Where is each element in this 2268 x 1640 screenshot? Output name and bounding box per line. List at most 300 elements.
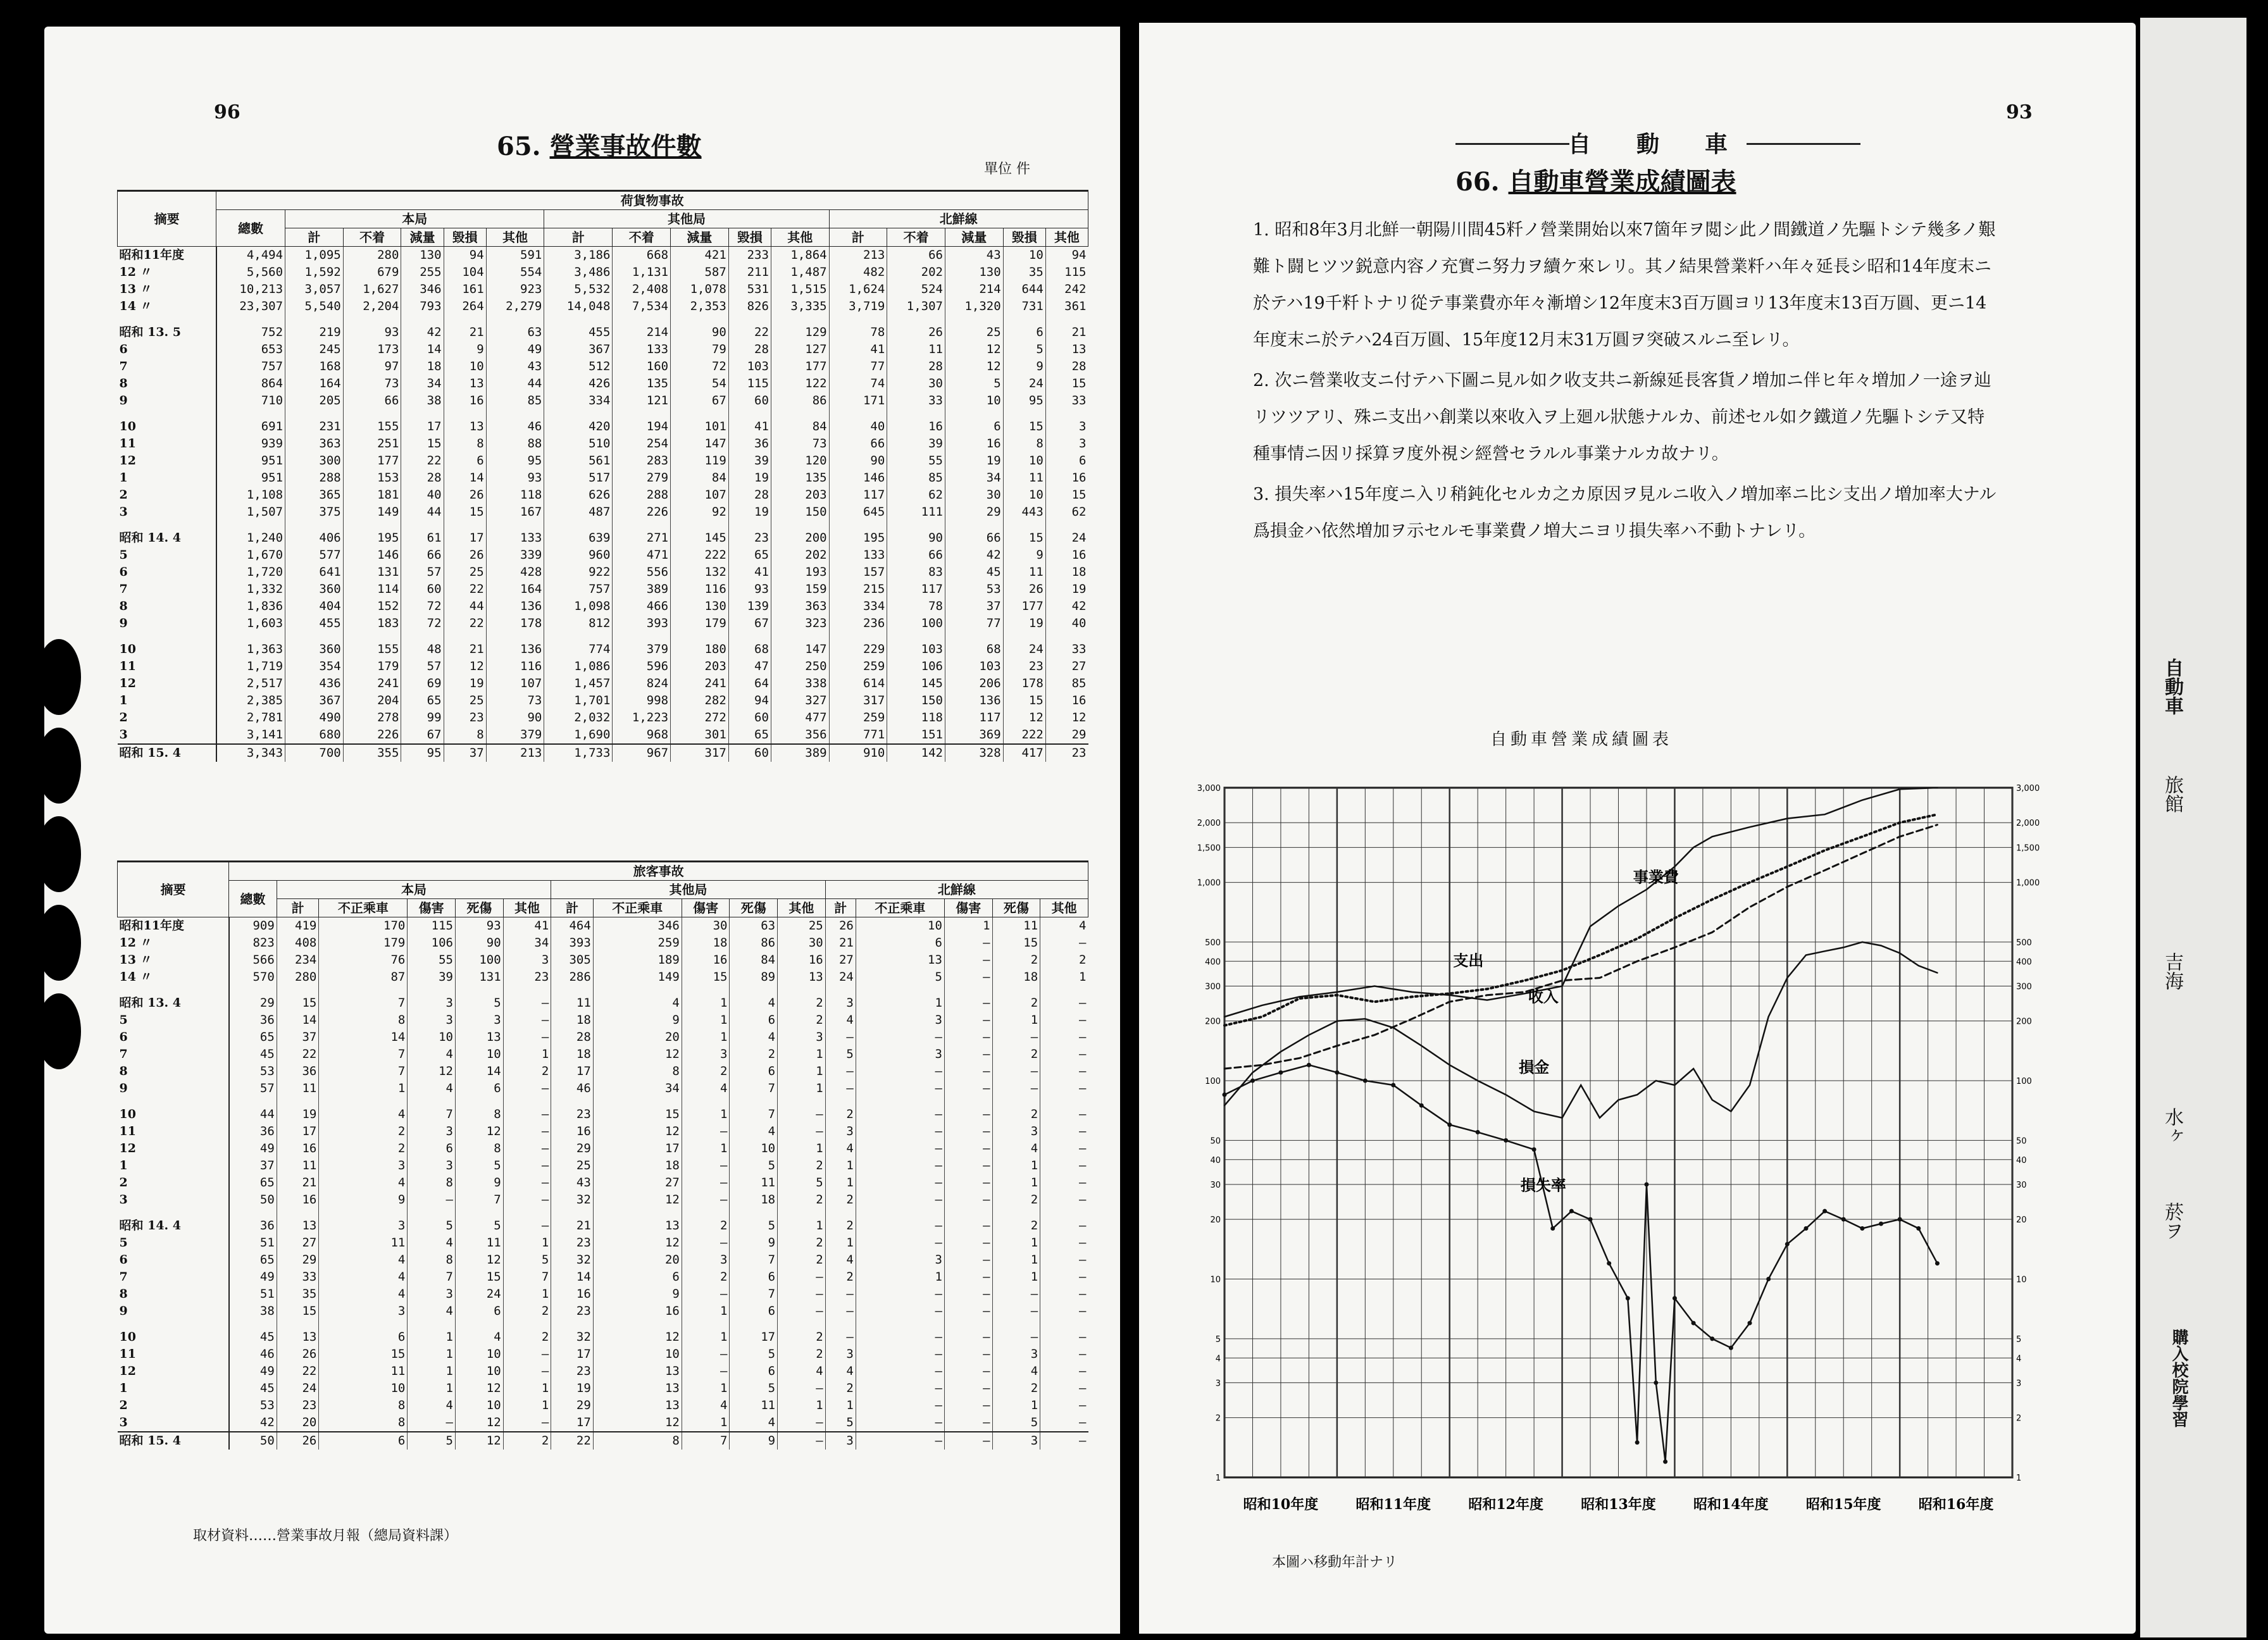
- cell-value: 1,670: [216, 547, 285, 564]
- cell-value: 44: [229, 1097, 277, 1123]
- cell-value: 4: [825, 1140, 856, 1157]
- cell-value: 2,032: [544, 709, 613, 726]
- table-row: [118, 547, 1088, 564]
- paragraph-3: 3. 損失率ハ15年度ニ入リ稍鈍化セルカ之カ原因ヲ見ルニ收入ノ増加率ニ比シ支出ノ増加率大ナル爲損金ハ依然増加ヲ示セルモ事業費ノ増大ニヨリ損失率ハ不動トナレリ。: [1253, 485, 1997, 541]
- cell-value: 11: [887, 341, 945, 358]
- cell-value: 33: [1045, 392, 1088, 409]
- cell-value: 30: [887, 375, 945, 392]
- cell-value: —: [503, 1123, 551, 1140]
- cell-value: 653: [216, 341, 285, 358]
- binding-hole: [37, 728, 81, 804]
- row-period: 昭和 14. 4: [118, 521, 216, 547]
- table-row: [118, 1140, 1088, 1157]
- series-label: 損金: [1519, 1058, 1550, 1077]
- cell-value: 66: [343, 392, 401, 409]
- row-period: 昭和 15. 4: [118, 744, 216, 762]
- table-row: [118, 1012, 1088, 1029]
- cell-value: 226: [613, 504, 671, 521]
- cell-value: 11: [319, 1234, 408, 1252]
- margin-label: 自動車: [2161, 658, 2183, 715]
- cell-value: 259: [829, 658, 887, 675]
- series-line-損失率: [1224, 1065, 1937, 1462]
- margin-label: 菸ヲ: [2161, 1202, 2183, 1240]
- cell-value: 641: [285, 564, 344, 581]
- cell-value: 1: [682, 1029, 730, 1046]
- subcolumn-header: 其他: [771, 228, 829, 247]
- cell-value: 3: [778, 1029, 826, 1046]
- cell-value: —: [825, 1063, 856, 1080]
- cell-value: 117: [887, 581, 945, 598]
- row-period: 昭和 15. 4: [118, 1432, 229, 1450]
- x-tick-label: 昭和11年度: [1355, 1496, 1431, 1513]
- cell-value: —: [856, 1208, 944, 1234]
- cell-value: 393: [551, 935, 594, 952]
- cell-value: 793: [401, 298, 444, 315]
- cell-value: 84: [671, 469, 729, 487]
- cell-value: 18: [682, 935, 730, 952]
- cell-value: 40: [1045, 615, 1088, 632]
- row-period: 6: [118, 1029, 229, 1046]
- table-row: [118, 692, 1088, 709]
- cell-value: —: [778, 1123, 826, 1140]
- row-period: 6: [118, 1252, 229, 1269]
- cell-value: 1,627: [343, 281, 401, 298]
- cell-value: 2: [503, 1320, 551, 1346]
- series-line-事業費: [1224, 788, 1937, 1017]
- group-header: 其他局: [544, 210, 829, 228]
- table-row: [118, 598, 1088, 615]
- cell-value: —: [856, 1397, 944, 1414]
- cell-value: 233: [728, 247, 771, 264]
- cell-value: 3,486: [544, 264, 613, 281]
- series-point-損失率: [1476, 1130, 1480, 1134]
- cell-value: 510: [544, 435, 613, 452]
- row-period: 9: [118, 1303, 229, 1320]
- cell-value: 14: [401, 341, 444, 358]
- cell-value: 1,307: [887, 298, 945, 315]
- cell-value: 34: [503, 935, 551, 952]
- cell-value: 49: [229, 1363, 277, 1380]
- cell-value: 7: [408, 1269, 456, 1286]
- cell-value: 3,141: [216, 726, 285, 744]
- cell-value: 127: [771, 341, 829, 358]
- cell-value: 173: [343, 341, 401, 358]
- cell-value: 32: [551, 1320, 594, 1346]
- cell-value: 159: [771, 581, 829, 598]
- cell-value: —: [944, 1123, 992, 1140]
- cell-value: 11: [551, 986, 594, 1012]
- cell-value: 2: [1040, 952, 1088, 969]
- cell-value: 6: [444, 452, 486, 469]
- cell-value: 4: [730, 1029, 778, 1046]
- cell-value: 139: [728, 598, 771, 615]
- cell-value: 20: [277, 1414, 319, 1432]
- cell-value: 10: [408, 1029, 456, 1046]
- series-point-損失率: [1879, 1222, 1883, 1226]
- row-period: 8: [118, 1063, 229, 1080]
- cell-value: 5,560: [216, 264, 285, 281]
- cell-value: 67: [671, 392, 729, 409]
- cell-value: 36: [229, 1012, 277, 1029]
- cell-value: 7: [408, 1097, 456, 1123]
- cell-value: 16: [1045, 469, 1088, 487]
- cell-value: 28: [887, 358, 945, 375]
- cell-value: 417: [1003, 744, 1045, 762]
- cell-value: 909: [229, 917, 277, 935]
- cell-value: 36: [229, 1123, 277, 1140]
- cell-value: 16: [277, 1140, 319, 1157]
- subcolumn-header: 計: [829, 228, 887, 247]
- series-line-損金: [1224, 942, 1937, 1118]
- cell-value: 53: [229, 1063, 277, 1080]
- subcolumn-header: 死傷: [730, 899, 778, 917]
- cell-value: 2,517: [216, 675, 285, 692]
- cell-value: 160: [613, 358, 671, 375]
- cell-value: 12: [444, 658, 486, 675]
- cell-value: 1: [992, 1234, 1040, 1252]
- cell-value: 1: [408, 1320, 456, 1346]
- cell-value: 107: [486, 675, 544, 692]
- cell-value: 389: [771, 744, 829, 762]
- row-period: 1: [118, 692, 216, 709]
- series-point-損失率: [1710, 1336, 1714, 1341]
- cell-value: 72: [401, 615, 444, 632]
- cell-value: 18: [730, 1191, 778, 1208]
- cell-value: 8: [319, 1012, 408, 1029]
- cell-value: 367: [544, 341, 613, 358]
- x-tick-label: 昭和16年度: [1918, 1496, 1994, 1513]
- cell-value: 259: [829, 709, 887, 726]
- cell-value: 2: [778, 1346, 826, 1363]
- cell-value: 117: [829, 487, 887, 504]
- cell-value: 14: [456, 1063, 504, 1080]
- cell-value: —: [778, 1380, 826, 1397]
- cell-value: 16: [778, 952, 826, 969]
- cell-value: 1,457: [544, 675, 613, 692]
- cell-value: 136: [486, 632, 544, 658]
- cell-value: —: [1040, 1046, 1088, 1063]
- cell-value: 6: [730, 1303, 778, 1320]
- y-tick-label-right: 4: [2016, 1354, 2022, 1364]
- subcolumn-header: 其他: [503, 899, 551, 917]
- subcolumn-header: 毀損: [1003, 228, 1045, 247]
- cell-value: 203: [771, 487, 829, 504]
- cell-value: 1: [992, 1397, 1040, 1414]
- y-tick-label: 30: [1210, 1180, 1221, 1190]
- cell-value: 824: [613, 675, 671, 692]
- cell-value: —: [992, 1320, 1040, 1346]
- cell-value: —: [856, 1346, 944, 1363]
- row-period: 10: [118, 632, 216, 658]
- table-row: [118, 521, 1088, 547]
- cell-value: 300: [285, 452, 344, 469]
- cell-value: 823: [229, 935, 277, 952]
- y-tick-label-right: 30: [2016, 1180, 2027, 1190]
- cell-value: 146: [343, 547, 401, 564]
- series-point-損失率: [1748, 1321, 1752, 1326]
- cell-value: 66: [829, 435, 887, 452]
- cell-value: 23: [551, 1097, 594, 1123]
- cell-value: 12: [1003, 709, 1045, 726]
- cell-value: 826: [728, 298, 771, 315]
- y-tick-label-right: 5: [2016, 1334, 2022, 1345]
- cell-value: 3: [1045, 435, 1088, 452]
- cell-value: 36: [277, 1063, 319, 1080]
- cell-value: 11: [1003, 564, 1045, 581]
- cell-value: 15: [682, 969, 730, 986]
- cell-value: 2: [778, 1157, 826, 1174]
- cell-value: 752: [216, 315, 285, 341]
- cell-value: —: [1040, 1380, 1088, 1397]
- cell-value: 45: [229, 1046, 277, 1063]
- cell-value: 46: [229, 1346, 277, 1363]
- subcolumn-header: 傷害: [408, 899, 456, 917]
- cell-value: 43: [486, 358, 544, 375]
- cell-value: 45: [229, 1320, 277, 1346]
- row-period: 2: [118, 1397, 229, 1414]
- cell-value: 76: [319, 952, 408, 969]
- cell-value: —: [503, 1363, 551, 1380]
- cell-value: 152: [343, 598, 401, 615]
- cell-value: 5: [856, 969, 944, 986]
- cell-value: 27: [825, 952, 856, 969]
- cell-value: 15: [277, 1303, 319, 1320]
- cell-value: 757: [216, 358, 285, 375]
- cell-value: 271: [613, 521, 671, 547]
- cell-value: 3,057: [285, 281, 344, 298]
- cell-value: 219: [285, 315, 344, 341]
- chart-66-number: 66.: [1455, 167, 1500, 197]
- cell-value: 1,701: [544, 692, 613, 709]
- table-row: [118, 1252, 1088, 1269]
- cell-value: 85: [887, 469, 945, 487]
- series-point-損失率: [1841, 1217, 1846, 1222]
- cell-value: 48: [401, 632, 444, 658]
- row-period: 13 〃: [118, 281, 216, 298]
- cell-value: 119: [671, 452, 729, 469]
- cell-value: 10: [1003, 247, 1045, 264]
- cell-value: 379: [613, 632, 671, 658]
- cell-value: 26: [277, 1346, 319, 1363]
- cell-value: 1,108: [216, 487, 285, 504]
- cell-value: 577: [285, 547, 344, 564]
- cell-value: —: [944, 1414, 992, 1432]
- cell-value: 254: [613, 435, 671, 452]
- x-tick-label: 昭和13年度: [1581, 1496, 1656, 1513]
- cell-value: 421: [671, 247, 729, 264]
- cell-value: —: [682, 1363, 730, 1380]
- cell-value: 428: [486, 564, 544, 581]
- cell-value: 1: [778, 1397, 826, 1414]
- cell-value: 88: [486, 435, 544, 452]
- cell-value: 7: [730, 1252, 778, 1269]
- cell-value: 26: [1003, 581, 1045, 598]
- cell-value: 3: [319, 1208, 408, 1234]
- y-tick-label-right: 1,000: [2016, 878, 2040, 888]
- cell-value: 9: [456, 1174, 504, 1191]
- row-period: 5: [118, 1234, 229, 1252]
- series-point-損失率: [1419, 1103, 1424, 1108]
- cell-value: 591: [486, 247, 544, 264]
- row-period: 10: [118, 1320, 229, 1346]
- cell-value: 282: [671, 692, 729, 709]
- cell-value: 5: [456, 1208, 504, 1234]
- cell-value: 361: [1045, 298, 1088, 315]
- cell-value: —: [944, 1346, 992, 1363]
- cell-value: 50: [229, 1432, 277, 1450]
- cell-value: 47: [728, 658, 771, 675]
- cell-value: 116: [671, 581, 729, 598]
- cell-value: 1,515: [771, 281, 829, 298]
- cell-value: 20: [593, 1252, 682, 1269]
- cell-value: 6: [456, 1080, 504, 1097]
- y-tick-label: 300: [1205, 982, 1221, 992]
- y-tick-label: 1: [1215, 1474, 1221, 1483]
- cell-value: 264: [444, 298, 486, 315]
- cell-value: 1,836: [216, 598, 285, 615]
- cell-value: 455: [285, 615, 344, 632]
- series-point-損失率: [1335, 1071, 1339, 1075]
- cell-value: 9: [730, 1432, 778, 1450]
- table-row: [118, 315, 1088, 341]
- cell-value: —: [1040, 1191, 1088, 1208]
- cell-value: —: [778, 1097, 826, 1123]
- cell-value: 37: [945, 598, 1003, 615]
- cell-value: 360: [285, 632, 344, 658]
- cell-value: 639: [544, 521, 613, 547]
- cell-value: 27: [593, 1174, 682, 1191]
- table-row: [118, 487, 1088, 504]
- cell-value: 179: [671, 615, 729, 632]
- series-point-損失率: [1532, 1147, 1536, 1152]
- cell-value: 1,507: [216, 504, 285, 521]
- cell-value: 26: [444, 487, 486, 504]
- cell-value: 28: [401, 469, 444, 487]
- cell-value: 66: [887, 247, 945, 264]
- cell-value: 1,240: [216, 521, 285, 547]
- table-row: [118, 1123, 1088, 1140]
- cell-value: 36: [728, 435, 771, 452]
- cell-value: 4: [730, 1123, 778, 1140]
- y-tick-label: 100: [1205, 1077, 1221, 1087]
- cell-value: 3: [682, 1252, 730, 1269]
- y-tick-label-right: 50: [2016, 1136, 2027, 1146]
- cell-value: —: [992, 1286, 1040, 1303]
- cell-value: 1: [992, 1174, 1040, 1191]
- cell-value: 1,131: [613, 264, 671, 281]
- cell-value: 5: [730, 1380, 778, 1397]
- cell-value: 1,332: [216, 581, 285, 598]
- cell-value: 8: [456, 1097, 504, 1123]
- cell-value: 15: [444, 504, 486, 521]
- table-row: [118, 1303, 1088, 1320]
- cell-value: 63: [730, 917, 778, 935]
- row-period: 7: [118, 358, 216, 375]
- cell-value: 2: [682, 1269, 730, 1286]
- section-rule-left: [1455, 143, 1569, 145]
- cell-value: 2: [992, 1208, 1040, 1234]
- cell-value: 241: [671, 675, 729, 692]
- cell-value: —: [1040, 1397, 1088, 1414]
- cell-value: 22: [277, 1046, 319, 1063]
- series-point-損失率: [1916, 1226, 1921, 1231]
- cell-value: 85: [486, 392, 544, 409]
- cell-value: 16: [593, 1303, 682, 1320]
- cell-value: 45: [945, 564, 1003, 581]
- cell-value: 164: [486, 581, 544, 598]
- row-period: 12: [118, 1363, 229, 1380]
- cell-value: 65: [401, 692, 444, 709]
- cell-value: 710: [216, 392, 285, 409]
- subcolumn-header: 不正乘車: [856, 899, 944, 917]
- cell-value: 1,603: [216, 615, 285, 632]
- cell-value: 10: [456, 1397, 504, 1414]
- cell-value: 90: [671, 315, 729, 341]
- series-point-損失率: [1278, 1071, 1283, 1075]
- cell-value: 12: [408, 1063, 456, 1080]
- cell-value: 38: [401, 392, 444, 409]
- row-period: 9: [118, 615, 216, 632]
- cell-value: 278: [343, 709, 401, 726]
- cell-value: 146: [829, 469, 887, 487]
- cell-value: 355: [343, 744, 401, 762]
- cell-value: 691: [216, 409, 285, 435]
- cell-value: 23: [444, 709, 486, 726]
- cell-value: 23,307: [216, 298, 285, 315]
- table-row: [118, 935, 1088, 952]
- cell-value: 41: [829, 341, 887, 358]
- cell-value: —: [856, 1303, 944, 1320]
- table-row: [118, 1414, 1088, 1432]
- subcolumn-header: 其他: [486, 228, 544, 247]
- table-row: [118, 1363, 1088, 1380]
- cell-value: 25: [551, 1157, 594, 1174]
- cell-value: 13: [593, 1397, 682, 1414]
- cell-value: 117: [945, 709, 1003, 726]
- cell-value: 16: [1045, 692, 1088, 709]
- cell-value: 25: [444, 564, 486, 581]
- cell-value: —: [1040, 1414, 1088, 1432]
- cell-value: 3: [408, 1286, 456, 1303]
- cell-value: 363: [771, 598, 829, 615]
- cell-value: 193: [771, 564, 829, 581]
- cell-value: —: [503, 1097, 551, 1123]
- cell-value: —: [944, 969, 992, 986]
- cell-value: 17: [277, 1123, 319, 1140]
- cell-value: 74: [829, 375, 887, 392]
- cell-value: 554: [486, 264, 544, 281]
- cell-value: 195: [343, 521, 401, 547]
- cell-value: 1: [682, 1097, 730, 1123]
- cell-value: 37: [277, 1029, 319, 1046]
- cell-value: 1,086: [544, 658, 613, 675]
- y-tick-label: 5: [1215, 1334, 1221, 1345]
- series-point-損失率: [1804, 1226, 1808, 1231]
- cell-value: 39: [408, 969, 456, 986]
- cell-value: 922: [544, 564, 613, 581]
- cell-value: 84: [730, 952, 778, 969]
- cell-value: —: [503, 1414, 551, 1432]
- cell-value: 38: [229, 1303, 277, 1320]
- period-header: 摘要: [118, 191, 216, 247]
- cell-value: 4: [682, 1397, 730, 1414]
- cell-value: —: [944, 1208, 992, 1234]
- cell-value: 8: [456, 1140, 504, 1157]
- cell-value: 10: [456, 1363, 504, 1380]
- margin-label: 水ヶ: [2161, 1107, 2183, 1145]
- row-period: 5: [118, 547, 216, 564]
- cell-value: 23: [728, 521, 771, 547]
